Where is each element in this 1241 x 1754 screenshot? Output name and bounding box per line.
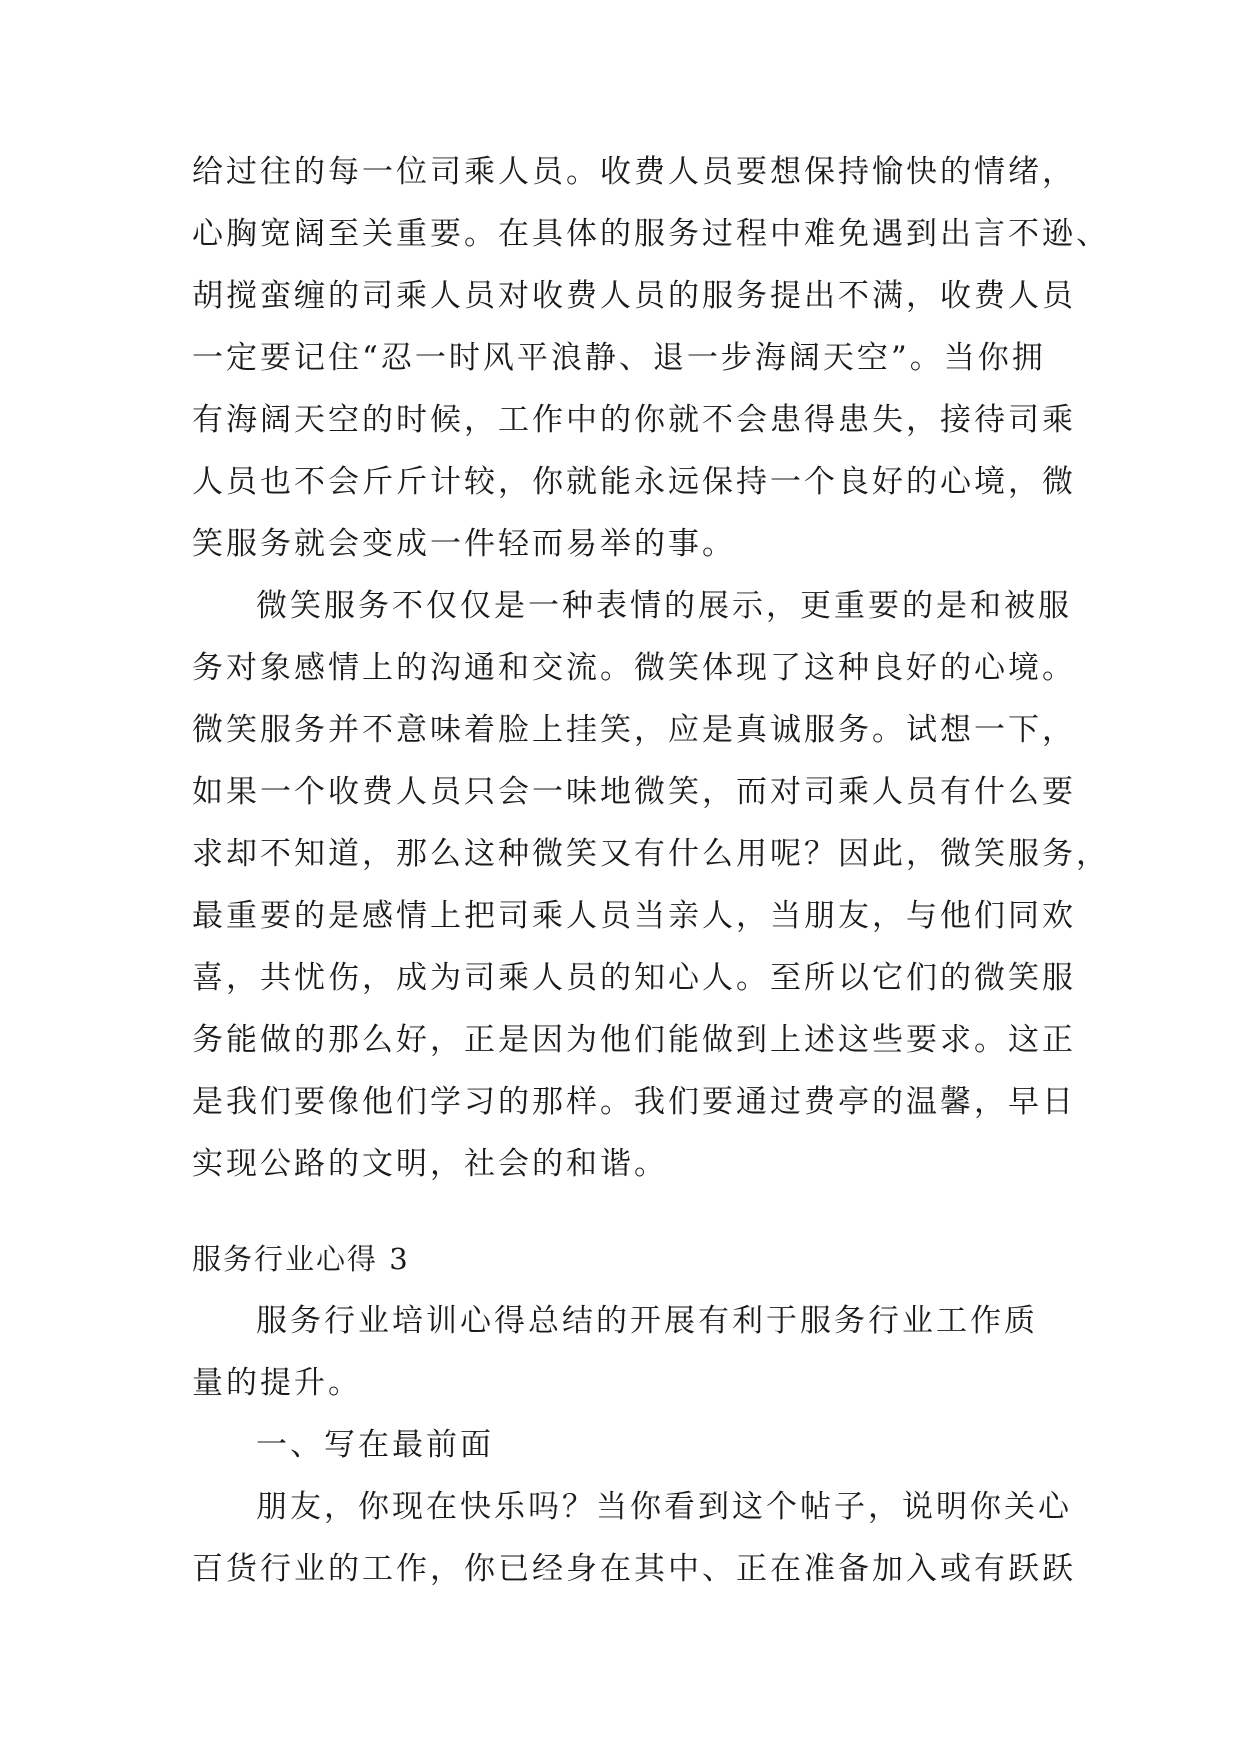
text-line: 务能做的那么好，正是因为他们能做到上述这些要求。这正 — [192, 1022, 1076, 1058]
text-line: 一定要记住“忍一时风平浪静、退一步海阔天空”。当你拥 — [192, 340, 1046, 376]
text-line: 笑服务就会变成一件轻而易举的事。 — [192, 526, 736, 562]
text-line: 心胸宽阔至关重要。在具体的服务过程中难免遇到出言不逊、 — [192, 216, 1110, 252]
text-line: 微笑服务并不意味着脸上挂笑，应是真诚服务。试想一下， — [192, 712, 1076, 748]
text-line: 量的提升。 — [192, 1365, 362, 1401]
text-line: 务对象感情上的沟通和交流。微笑体现了这种良好的心境。 — [192, 650, 1076, 686]
section-heading: 服务行业心得 3 — [192, 1242, 410, 1276]
text-line: 人员也不会斤斤计较，你就能永远保持一个良好的心境，微 — [192, 464, 1076, 500]
text-line: 微笑服务不仅仅是一种表情的展示，更重要的是和被服 — [256, 588, 1072, 624]
text-line: 胡搅蛮缠的司乘人员对收费人员的服务提出不满，收费人员 — [192, 278, 1076, 314]
text-line: 服务行业培训心得总结的开展有利于服务行业工作质 — [256, 1303, 1038, 1339]
text-line: 给过往的每一位司乘人员。收费人员要想保持愉快的情绪， — [192, 154, 1076, 190]
text-line: 实现公路的文明，社会的和谐。 — [192, 1146, 668, 1182]
text-line: 最重要的是感情上把司乘人员当亲人，当朋友，与他们同欢 — [192, 898, 1076, 934]
text-line: 百货行业的工作，你已经身在其中、正在准备加入或有跃跃 — [192, 1551, 1076, 1587]
subheading: 一、写在最前面 — [256, 1427, 494, 1463]
text-line: 如果一个收费人员只会一味地微笑，而对司乘人员有什么要 — [192, 774, 1076, 810]
text-line: 有海阔天空的时候，工作中的你就不会患得患失，接待司乘 — [192, 402, 1076, 438]
text-line: 喜，共忧伤，成为司乘人员的知心人。至所以它们的微笑服 — [192, 960, 1076, 996]
text-line: 朋友，你现在快乐吗？当你看到这个帖子，说明你关心 — [256, 1489, 1072, 1525]
text-line: 是我们要像他们学习的那样。我们要通过费亭的温馨，早日 — [192, 1084, 1076, 1120]
text-line: 求却不知道，那么这种微笑又有什么用呢？因此，微笑服务， — [192, 836, 1110, 872]
